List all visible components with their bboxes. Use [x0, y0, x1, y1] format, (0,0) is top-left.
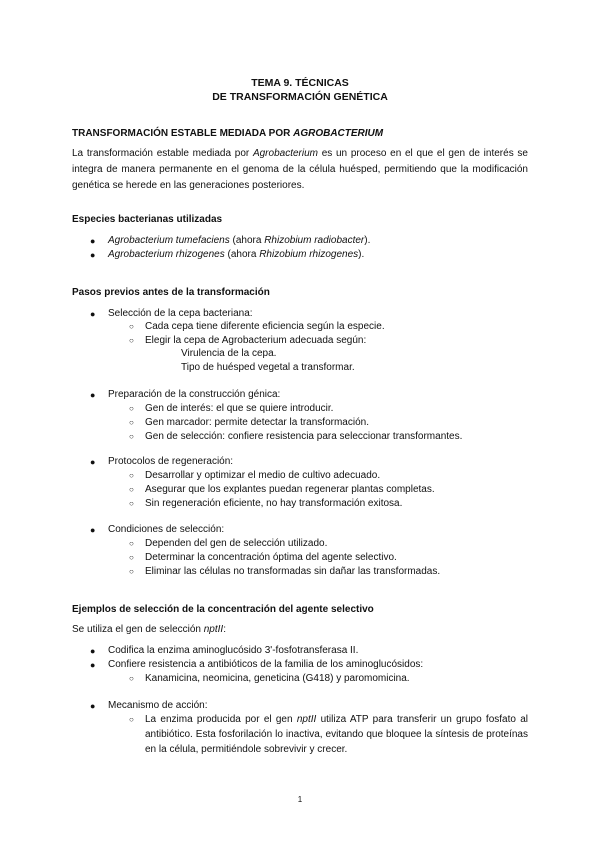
- species-text: ).: [358, 249, 365, 260]
- step-subitem: Virulencia de la cepa.: [181, 348, 277, 359]
- step-item: Determinar la concentración óptima del agente selectivo.: [145, 552, 397, 563]
- step-item: Desarrollar y optimizar el medio de cultivo adecuado.: [145, 470, 381, 481]
- example-item: Confiere resistencia a antibióticos de la familia de los aminoglucósidos:: [108, 659, 424, 670]
- circle-bullet-icon: ○: [129, 539, 134, 548]
- example-item: Codifica la enzima aminoglucósido 3'-fosfotransferasa II.: [108, 645, 359, 656]
- bullet-icon: ●: [90, 390, 96, 400]
- examples-intro: [72, 624, 226, 635]
- circle-bullet-icon: ○: [129, 418, 134, 427]
- step-item: Sin regeneración eficiente, no hay transformación exitosa.: [145, 498, 403, 509]
- step-item: Cada cepa tiene diferente eficiencia según la especie.: [145, 321, 385, 332]
- circle-bullet-icon: ○: [129, 336, 134, 345]
- circle-bullet-icon: ○: [129, 404, 134, 413]
- circle-bullet-icon: ○: [129, 322, 134, 331]
- paragraph-text: La transformación estable mediada por: [72, 148, 253, 159]
- paragraph-text: es un proceso en el que el gen de interés se integra de manera permanente en el genoma de la célula huésped, permitiendo que la modificación genética se herede en las generaciones posteriores.: [72, 148, 528, 191]
- step-subitem: Tipo de huésped vegetal a transformar.: [181, 362, 355, 373]
- example-item: Mecanismo de acción:: [108, 700, 208, 711]
- gene-name: nptII: [296, 714, 317, 725]
- mechanism-paragraph: [145, 712, 528, 757]
- bullet-icon: ●: [90, 457, 96, 467]
- page-number: 1: [297, 795, 303, 804]
- bullet-icon: ●: [90, 309, 96, 319]
- step-item: Asegurar que los explantes puedan regenerar plantas completas.: [145, 484, 435, 495]
- step-item: Eliminar las células no transformadas sin dañar las transformadas.: [145, 566, 441, 577]
- step-title: Preparación de la construcción génica:: [108, 389, 281, 400]
- step-title: Protocolos de regeneración:: [108, 456, 234, 467]
- species-name: Agrobacterium tumefaciens: [108, 235, 230, 246]
- species-text: (ahora: [224, 249, 260, 260]
- example-subitem: Kanamicina, neomicina, geneticina (G418) y paromomicina.: [145, 673, 410, 684]
- steps-heading: Pasos previos antes de la transformación: [72, 287, 270, 298]
- species-heading: Especies bacterianas utilizadas: [72, 214, 223, 225]
- examples-heading: Ejemplos de selección de la concentración del agente selectivo: [72, 604, 374, 615]
- step-title: Selección de la cepa bacteriana:: [108, 308, 253, 319]
- heading-text: TRANSFORMACIÓN ESTABLE MEDIADA POR: [72, 128, 294, 139]
- bullet-icon: ●: [90, 660, 96, 670]
- step-title: Condiciones de selección:: [108, 524, 225, 535]
- bullet-icon: ●: [90, 701, 96, 711]
- species-name: Rhizobium radiobacter: [264, 235, 365, 246]
- mechanism-text: La enzima producida por el gen: [145, 714, 297, 725]
- bullet-icon: ●: [90, 236, 96, 246]
- step-item: Gen de selección: confiere resistencia para seleccionar transformantes.: [145, 431, 463, 442]
- species-text: ).: [364, 235, 371, 246]
- gene-name: nptII: [203, 624, 224, 635]
- species-item: [108, 249, 364, 260]
- step-item: Gen marcador: permite detectar la transformación.: [145, 417, 369, 428]
- step-item: Dependen del gen de selección utilizado.: [145, 538, 328, 549]
- circle-bullet-icon: ○: [129, 567, 134, 576]
- intro-paragraph: [72, 146, 528, 194]
- step-item: Gen de interés: el que se quiere introducir.: [145, 403, 334, 414]
- document-title-line2: DE TRANSFORMACIÓN GENÉTICA: [212, 91, 388, 103]
- circle-bullet-icon: ○: [129, 715, 134, 724]
- bullet-icon: ●: [90, 646, 96, 656]
- species-name: Rhizobium rhizogenes: [259, 249, 359, 260]
- document-title-line1: TEMA 9. TÉCNICAS: [251, 77, 349, 89]
- heading-italic: AGROBACTERIUM: [293, 128, 384, 139]
- circle-bullet-icon: ○: [129, 471, 134, 480]
- bullet-icon: ●: [90, 250, 96, 260]
- circle-bullet-icon: ○: [129, 674, 134, 683]
- paragraph-italic: Agrobacterium: [252, 148, 318, 159]
- intro-text: :: [223, 624, 226, 635]
- mechanism-text: utiliza ATP para transferir un grupo fosfato al antibiótico. Esta fosforilación lo inactiva, evitando que bloquee la síntesis de proteínas en la célula, permitiéndole sobrevivir y crecer.: [145, 714, 528, 755]
- circle-bullet-icon: ○: [129, 553, 134, 562]
- step-item: Elegir la cepa de Agrobacterium adecuada según:: [145, 335, 367, 346]
- species-text: (ahora: [229, 235, 265, 246]
- circle-bullet-icon: ○: [129, 432, 134, 441]
- intro-text: Se utiliza el gen de selección: [72, 624, 204, 635]
- circle-bullet-icon: ○: [129, 485, 134, 494]
- bullet-icon: ●: [90, 525, 96, 535]
- species-name: Agrobacterium rhizogenes: [108, 249, 225, 260]
- species-item: [108, 235, 370, 246]
- circle-bullet-icon: ○: [129, 499, 134, 508]
- section-heading-agrobacterium: [72, 128, 383, 139]
